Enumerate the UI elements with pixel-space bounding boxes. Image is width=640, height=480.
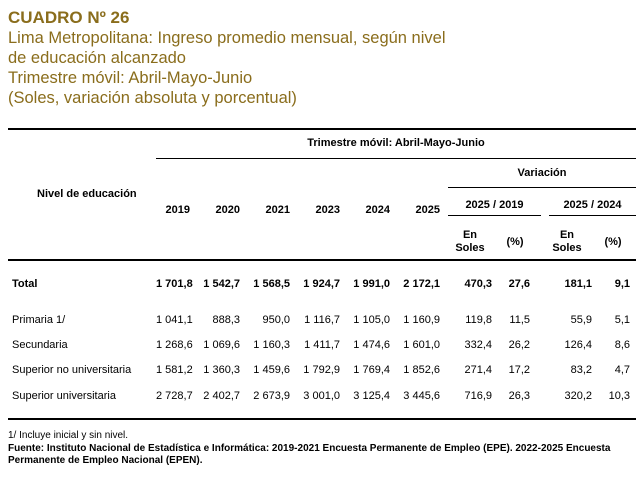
table-cell: 55,9 xyxy=(570,314,592,326)
table-cell: 1 105,0 xyxy=(353,314,390,326)
table-cell: 27,6 xyxy=(508,278,530,290)
table-cell: 1 116,7 xyxy=(304,314,340,326)
period-header: Trimestre móvil: Abril-Mayo-Junio xyxy=(307,137,485,149)
table-cell: 3 445,6 xyxy=(403,390,440,402)
table-cell: 888,3 xyxy=(212,314,240,326)
table-cell: 716,9 xyxy=(464,390,492,402)
variation-period-rule-1 xyxy=(448,215,541,216)
source-note: Fuente: Instituto Nacional de Estadística e Informática: 2019-2021 Encuesta Permanente de Empleo (EPE). 2022-2025 Encuesta Permanente de Empleo Nacional (EPEN). xyxy=(8,442,611,466)
table-cell: 1 542,7 xyxy=(203,278,240,290)
table-top-rule xyxy=(8,128,636,130)
table-cell: 271,4 xyxy=(464,364,492,376)
table-cell: 1 601,0 xyxy=(403,339,440,351)
table-cell: 1 069,6 xyxy=(203,339,240,351)
year-header-2020: 2020 xyxy=(215,204,240,216)
notes xyxy=(8,430,632,468)
table-cell: 9,1 xyxy=(614,278,630,290)
en-soles-line-2: Soles xyxy=(455,242,485,254)
table-cell: 1 268,6 xyxy=(156,339,193,351)
pct-label-2: (%) xyxy=(604,236,622,248)
footnote: 1/ Incluye inicial y sin nivel. xyxy=(8,430,129,441)
pct-label-1: (%) xyxy=(506,236,524,248)
table-cell: 1 852,6 xyxy=(403,364,440,376)
title-line-4: (Soles, variación absoluta y porcentual) xyxy=(8,89,297,107)
variation-period-1: 2025 / 2019 xyxy=(465,199,524,211)
table-cell: 2 673,9 xyxy=(253,390,290,402)
variation-header-rule xyxy=(448,187,636,188)
year-header-2024: 2024 xyxy=(365,204,390,216)
title-line-1: Lima Metropolitana: Ingreso promedio mensual, según nivel xyxy=(8,29,446,47)
year-header-2019: 2019 xyxy=(165,204,190,216)
income-table xyxy=(8,128,636,420)
row-label: Total xyxy=(12,278,38,290)
table-cell: 26,2 xyxy=(508,339,530,351)
table-cell: 332,4 xyxy=(464,339,492,351)
row-label: Superior no universitaria xyxy=(12,364,132,376)
table-cell: 1 792,9 xyxy=(303,364,340,376)
en-soles-line-2: Soles xyxy=(552,242,582,254)
table-cell: 1 360,3 xyxy=(203,364,240,376)
table-cell: 26,3 xyxy=(508,390,530,402)
table-cell: 1 769,4 xyxy=(353,364,390,376)
table-cell: 1 701,8 xyxy=(156,278,193,290)
table-cell: 1 411,7 xyxy=(304,339,340,351)
table-cell: 181,1 xyxy=(564,278,592,290)
table-cell: 17,2 xyxy=(508,364,530,376)
variation-period-2: 2025 / 2024 xyxy=(563,199,622,211)
year-header-2023: 2023 xyxy=(315,204,340,216)
en-soles-label-2 xyxy=(548,229,586,255)
table-cell: 8,6 xyxy=(614,339,630,351)
row-label: Secundaria xyxy=(12,339,68,351)
title-line-3: Trimestre móvil: Abril-Mayo-Junio xyxy=(8,69,253,87)
table-cell: 1 568,5 xyxy=(253,278,290,290)
en-soles-label-1 xyxy=(452,229,488,255)
table-cell: 1 459,6 xyxy=(253,364,290,376)
row-label: Superior universitaria xyxy=(12,390,116,402)
table-cell: 1 924,7 xyxy=(303,278,340,290)
table-cell: 320,2 xyxy=(564,390,592,402)
year-header-2021: 2021 xyxy=(265,204,290,216)
header-bottom-rule xyxy=(8,259,636,261)
variation-header: Variación xyxy=(517,167,567,179)
period-header-rule xyxy=(156,158,636,159)
title-line-2: de educación alcanzado xyxy=(8,49,186,67)
table-cell: 950,0 xyxy=(262,314,290,326)
year-header-2025: 2025 xyxy=(415,204,440,216)
table-cell: 1 991,0 xyxy=(353,278,390,290)
table-cell: 1 160,3 xyxy=(253,339,290,351)
table-cell: 11,5 xyxy=(509,314,530,326)
row-label: Primaria 1/ xyxy=(12,314,66,326)
table-number: CUADRO Nº 26 xyxy=(8,8,130,27)
table-cell: 126,4 xyxy=(564,339,592,351)
row-header: Nivel de educación xyxy=(37,188,137,200)
table-bottom-rule xyxy=(8,418,636,420)
table-cell: 119,8 xyxy=(465,314,492,326)
table-cell: 2 728,7 xyxy=(156,390,193,402)
table-header xyxy=(8,8,446,108)
table-cell: 83,2 xyxy=(570,364,592,376)
table-cell: 2 402,7 xyxy=(203,390,240,402)
table-cell: 1 041,1 xyxy=(156,314,193,326)
en-soles-line-1: En xyxy=(462,229,478,241)
variation-period-rule-2 xyxy=(549,215,636,216)
table-cell: 1 160,9 xyxy=(403,314,440,326)
en-soles-line-1: En xyxy=(559,229,575,241)
table-cell: 1 581,2 xyxy=(156,364,193,376)
table-cell: 3 001,0 xyxy=(303,390,340,402)
table-cell: 5,1 xyxy=(614,314,630,326)
table-cell: 3 125,4 xyxy=(353,390,390,402)
table-cell: 4,7 xyxy=(614,364,630,376)
table-cell: 10,3 xyxy=(608,390,630,402)
table-cell: 2 172,1 xyxy=(403,278,440,290)
table-cell: 1 474,6 xyxy=(353,339,390,351)
table-cell: 470,3 xyxy=(464,278,492,290)
